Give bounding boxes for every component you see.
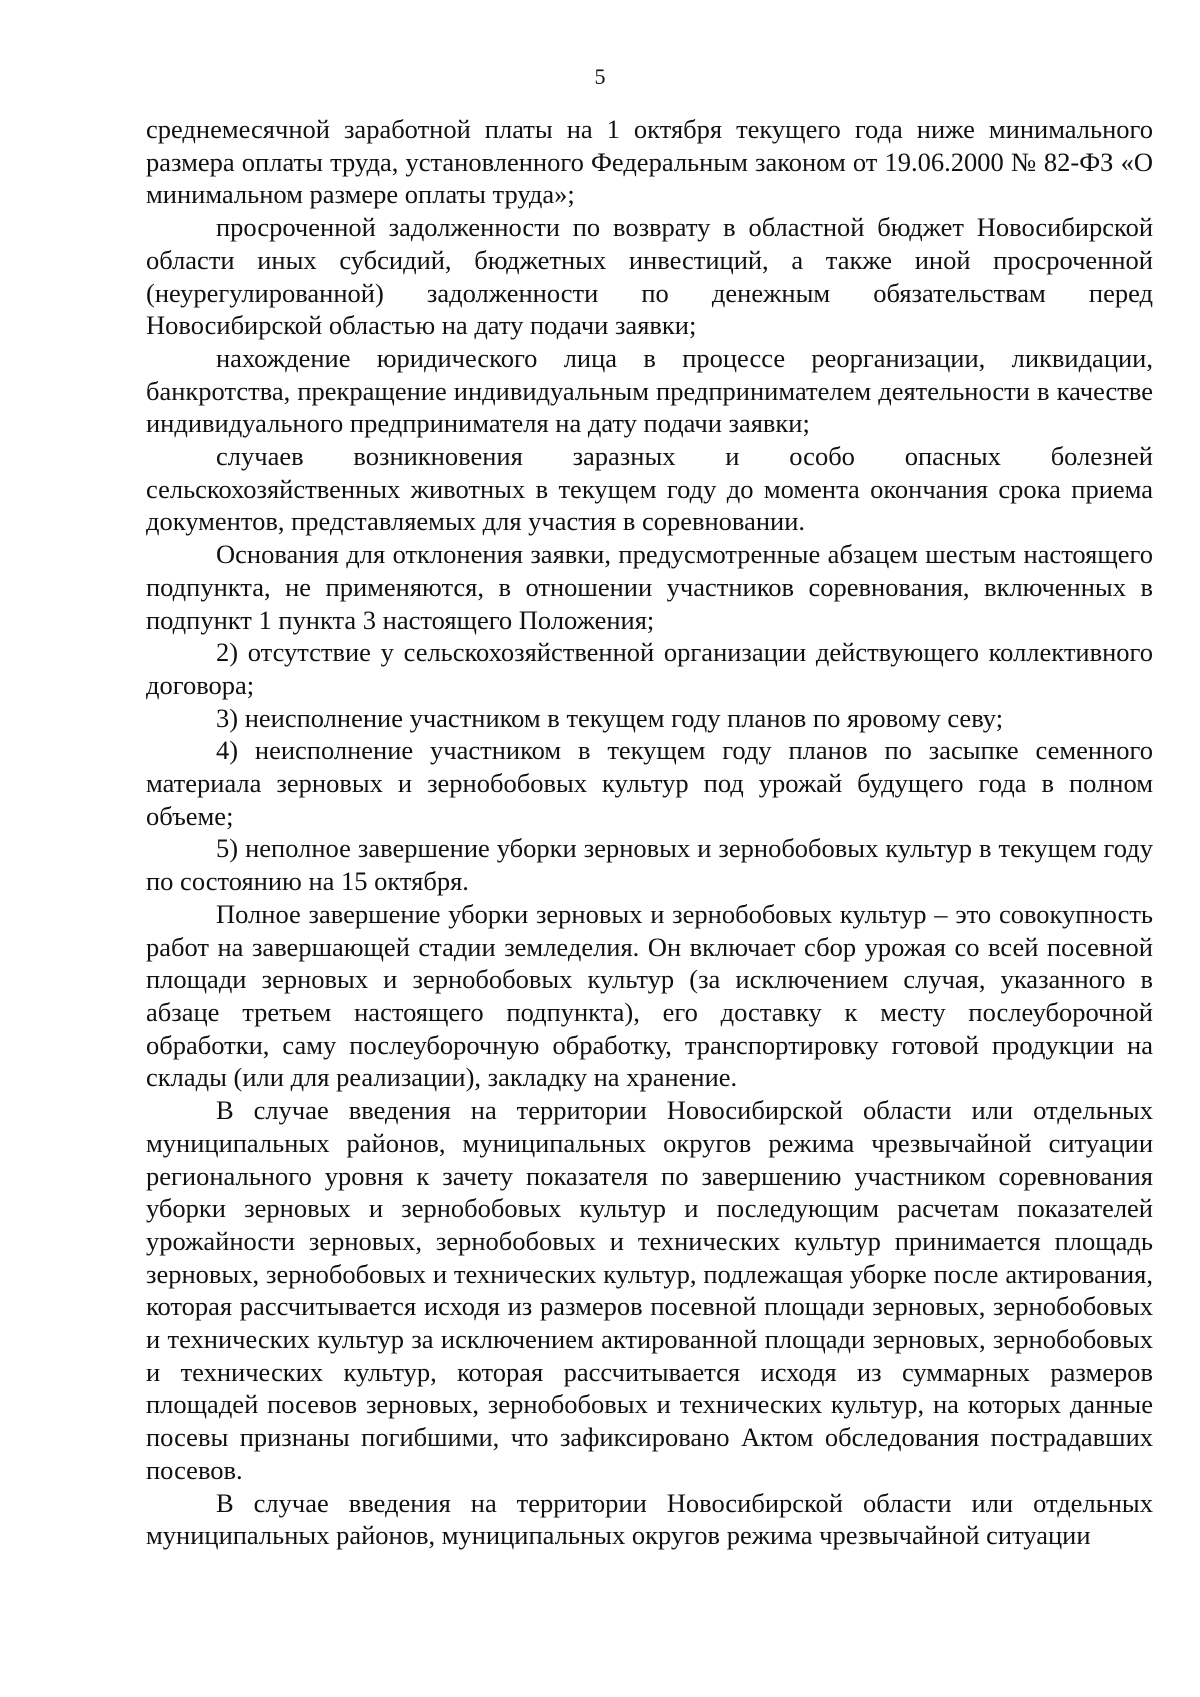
document-body — [146, 113, 1153, 1552]
paragraph: В случае введения на территории Новосибирской области или отдельных муниципальных районов, муниципальных округов режима чрезвычайной ситуации — [146, 1487, 1153, 1551]
paragraph: 2) отсутствие у сельскохозяйственной организации действующего коллективного договора; — [146, 637, 1153, 700]
paragraph: случаев возникновения заразных и особо опасных болезней сельскохозяйственных животных в текущем году до момента окончания срока приема документов, представляемых для участия в соревновании. — [146, 441, 1153, 537]
paragraph: нахождение юридического лица в процессе реорганизации, ликвидации, банкротства, прекращение индивидуальным предпринимателем деятельности в качестве индивидуального предпринимателя на дату подачи заявки; — [146, 342, 1153, 439]
paragraph: 3) неисполнение участником в текущем году планов по яровому севу; — [216, 702, 1004, 733]
paragraph: 5) неполное завершение уборки зерновых и зернобобовых культур в текущем году по состоянию на 15 октября. — [146, 833, 1153, 897]
paragraph: В случае введения на территории Новосибирской области или отдельных муниципальных районов, муниципальных округов режима чрезвычайной ситуации регионального уровня к зачету показателя по завершению участником соревнования уборки зерновых и зернобобовых культур и последующим расчетам показателей урожайности зерновых, зернобобовых и технических культур принимается площадь зерновых, зернобобовых и технических культур, подлежащая уборке после актирования, которая рассчитывается исходя из размеров посевной площади зерновых, зернобобовых и технических культур за исключением актированной площади зерновых, зернобобовых и технических культур, которая рассчитывается исходя из суммарных размеров площадей посевов зерновых, зернобобовых и технических культур, на которых данные посевы признаны погибшими, что зафиксировано Актом обследования пострадавших посевов. — [146, 1095, 1153, 1485]
paragraph: 4) неисполнение участником в текущем году планов по засыпке семенного материала зерновых и зернобобовых культур под урожай будущего года в полном объеме; — [146, 735, 1153, 831]
paragraph: Полное завершение уборки зерновых и зернобобовых культур – это совокупность работ на завершающей стадии земледелия. Он включает сбор урожая со всей посевной площади зерновых и зернобобовых культур (за исключением случая, указанного в абзаце третьем настоящего подпункта), его доставку к месту послеуборочной обработки, саму послеуборочную обработку, транспортировку готовой продукции на склады (или для реализации), закладку на хранение. — [146, 898, 1153, 1093]
page-number: 5 — [594, 64, 606, 89]
paragraph: Основания для отклонения заявки, предусмотренные абзацем шестым настоящего подпункта, не применяются, в отношении участников соревнования, включенных в подпункт 1 пункта 3 настоящего Положения; — [146, 539, 1153, 635]
paragraph: просроченной задолженности по возврату в областной бюджет Новосибирской области иных субсидий, бюджетных инвестиций, а также иной просроченной (неурегулированной) задолженности по денежным обязательствам перед Новосибирской областью на дату подачи заявки; — [146, 212, 1153, 341]
paragraph: среднемесячной заработной платы на 1 октября текущего года ниже минимального размера оплаты труда, установленного Федеральным законом от 19.06.2000 № 82-ФЗ «О минимальном размере оплаты труда»; — [146, 114, 1153, 210]
